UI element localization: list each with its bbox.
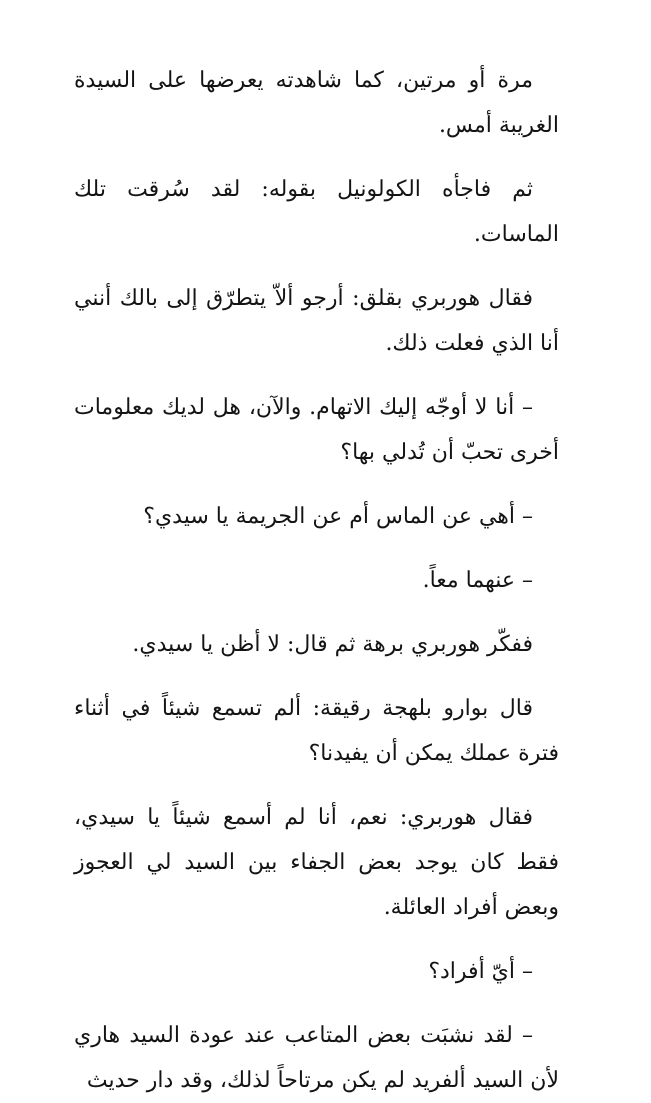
paragraph: مرة أو مرتين، كما شاهدته يعرضها على السيدة الغريبة أمس. xyxy=(74,68,559,138)
paragraph: – أنا لا أوجّه إليك الاتهام. والآن، هل لديك معلومات أخرى تحبّ أن تُدلي بها؟ xyxy=(74,395,559,465)
paragraph: – لقد نشبَت بعض المتاعب عند عودة السيد هاري لأن السيد ألفريد لم يكن مرتاحاً لذلك، وقد دار حديث xyxy=(74,1023,559,1093)
paragraph: ففكّر هوربري برهة ثم قال: لا أظن يا سيدي. xyxy=(132,632,533,657)
book-page xyxy=(74,58,559,1093)
paragraph: – أيّ أفراد؟ xyxy=(428,959,533,984)
paragraph: قال بوارو بلهجة رقيقة: ألم تسمع شيئاً في أثناء فترة عملك يمكن أن يفيدنا؟ xyxy=(74,696,559,766)
paragraph: – أهي عن الماس أم عن الجريمة يا سيدي؟ xyxy=(143,504,533,529)
paragraph: فقال هوربري: نعم، أنا لم أسمع شيئاً يا سيدي، فقط كان يوجد بعض الجفاء بين السيد لي العجوز وبعض أفراد العائلة. xyxy=(74,805,559,920)
paragraph: فقال هوربري بقلق: أرجو ألاّ يتطرّق إلى بالك أنني أنا الذي فعلت ذلك. xyxy=(74,286,559,356)
paragraph: ثم فاجأه الكولونيل بقوله: لقد سُرقت تلك الماسات. xyxy=(74,177,559,247)
paragraph: – عنهما معاً. xyxy=(422,568,533,593)
